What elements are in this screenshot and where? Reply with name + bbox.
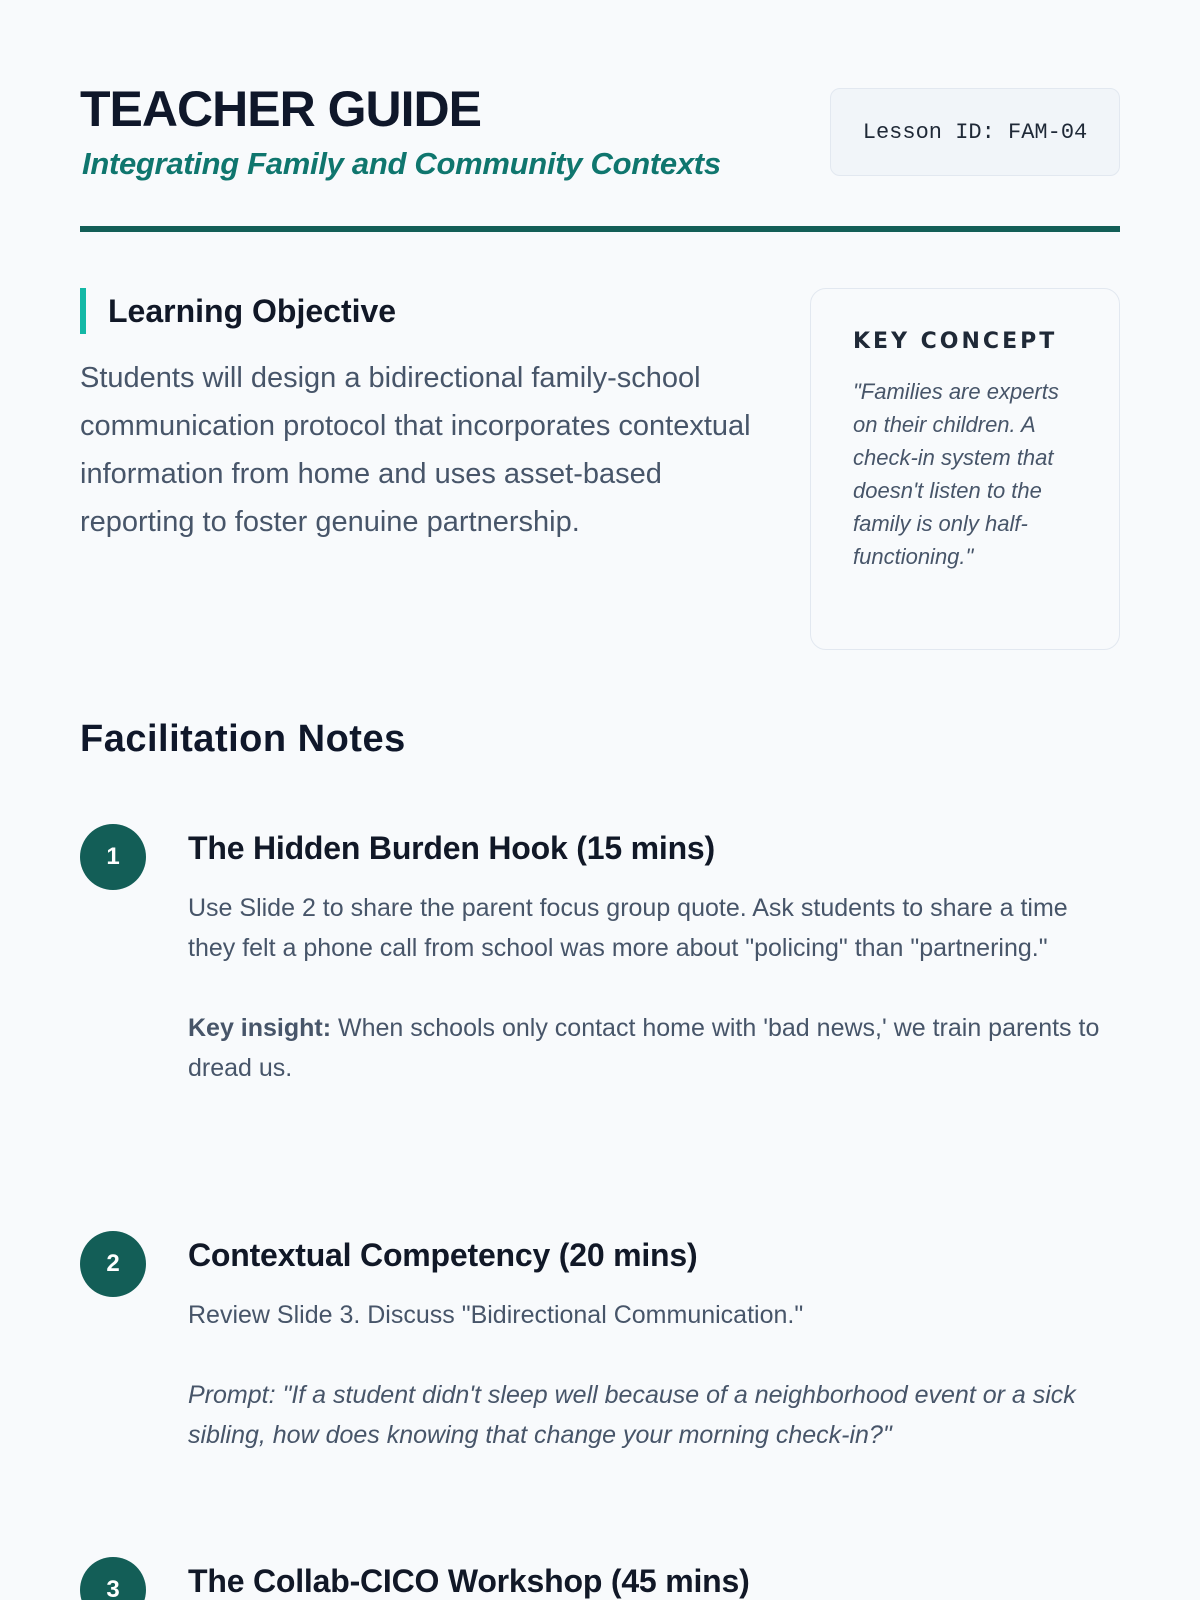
- key-insight-text: When schools only contact home with 'bad news,' we train parents to dread us.: [188, 1014, 1100, 1082]
- step-description: Review Slide 3. Discuss "Bidirectional Communication.": [188, 1301, 804, 1329]
- lesson-id-badge: Lesson ID: FAM-04: [830, 88, 1120, 176]
- step-number-badge: 3: [80, 1557, 146, 1600]
- step-number-badge: 2: [80, 1231, 146, 1297]
- step-number-badge: 1: [80, 824, 146, 890]
- step-content: [188, 1231, 1120, 1455]
- key-insight-label: Key insight:: [188, 1014, 332, 1042]
- page-header: [80, 74, 1120, 234]
- facilitation-notes-heading: Facilitation Notes: [80, 718, 406, 760]
- learning-objective-heading: [80, 288, 770, 334]
- step-content: [188, 1557, 1120, 1600]
- step-prompt: Prompt: "If a student didn't sleep well because of a neighborhood event or a sick sibling, how does knowing that change your morning check-in?": [188, 1381, 1076, 1449]
- step-content: [188, 824, 1120, 1088]
- key-concept-quote: "Families are experts on their children. A check-in system that doesn't listen to the family is only half-functioning.": [853, 379, 1059, 569]
- key-concept-title: KEY CONCEPT: [853, 329, 1058, 354]
- learning-objective-title: Learning Objective: [108, 293, 397, 329]
- step-title: Contextual Competency (20 mins): [188, 1237, 698, 1273]
- step-description: Use Slide 2 to share the parent focus group quote. Ask students to share a time they felt a phone call from school was more about "policing" than "partnering.": [188, 894, 1068, 962]
- header-divider: [80, 226, 1120, 232]
- learning-objective-text: Students will design a bidirectional family-school communication protocol that incorporates contextual information from home and uses asset-based reporting to foster genuine partnership.: [80, 362, 751, 538]
- page-title: TEACHER GUIDE: [80, 81, 481, 137]
- step-title: The Collab-CICO Workshop (45 mins): [188, 1563, 750, 1599]
- step-title: The Hidden Burden Hook (15 mins): [188, 830, 715, 866]
- page-subtitle: Integrating Family and Community Contexts: [82, 146, 721, 181]
- objective-accent-bar: [80, 288, 86, 334]
- step-key-insight: [188, 1008, 1120, 1088]
- key-concept-card: [810, 288, 1120, 650]
- learning-objective-section: [80, 288, 770, 546]
